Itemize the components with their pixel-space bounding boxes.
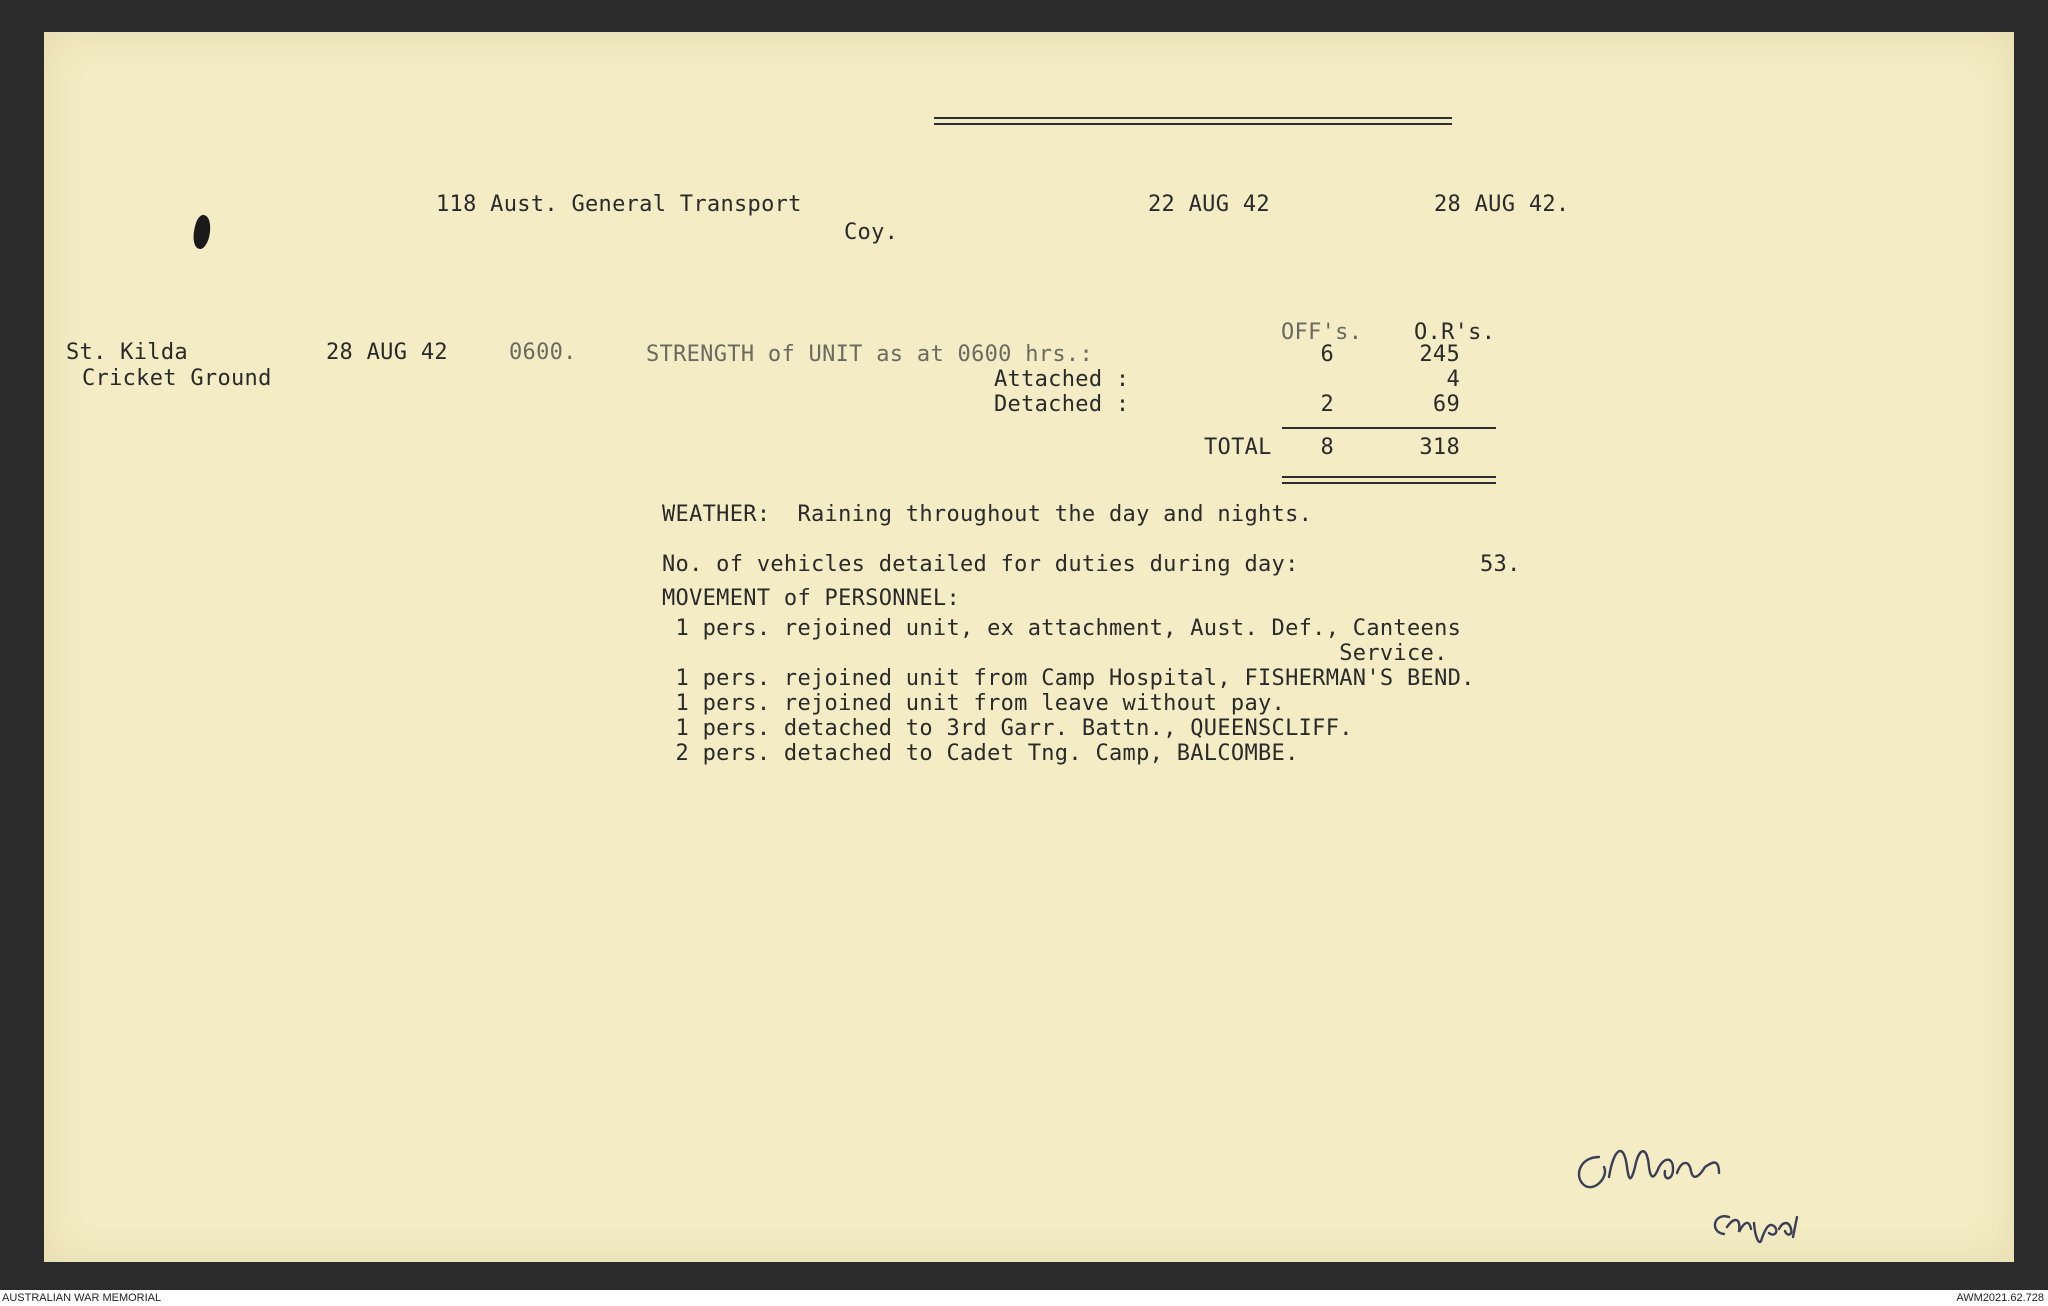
vehicles-value: 53. bbox=[1480, 552, 1521, 577]
movement-line: 1 pers. rejoined unit from Camp Hospital, FISHERMAN'S BEND. bbox=[662, 666, 1475, 691]
movement-line: 1 pers. rejoined unit from leave without pay. bbox=[662, 691, 1286, 716]
detached-label: Detached : bbox=[994, 392, 1130, 417]
subtotal-rule bbox=[1282, 427, 1496, 429]
total-label: TOTAL bbox=[1204, 435, 1272, 460]
movement-line: 1 pers. rejoined unit, ex attachment, Aust. Def., Canteens bbox=[662, 616, 1462, 641]
movement-line: Service. bbox=[662, 641, 1448, 666]
detached-offrs: 2 bbox=[1320, 392, 1334, 417]
entry-date: 28 AUG 42 bbox=[326, 340, 448, 365]
total-double-rule-top bbox=[1282, 476, 1496, 478]
archive-reference: AWM2021.62.728 bbox=[1956, 1292, 2044, 1304]
movement-line: 1 pers. detached to 3rd Garr. Battn., QUEENSCLIFF. bbox=[662, 716, 1353, 741]
vehicles-label: No. of vehicles detailed for duties during day: bbox=[662, 552, 1299, 577]
attached-label: Attached : bbox=[994, 367, 1130, 392]
date-to: 28 AUG 42. bbox=[1434, 192, 1570, 217]
punch-hole bbox=[191, 214, 214, 251]
header-double-rule-top bbox=[934, 117, 1452, 119]
ors-strength: 245 bbox=[1419, 342, 1460, 367]
detached-ors: 69 bbox=[1432, 392, 1460, 417]
place-line2: Cricket Ground bbox=[82, 366, 272, 391]
handwritten-signature bbox=[1569, 1137, 1849, 1247]
strength-heading: STRENGTH of UNIT as at 0600 hrs.: bbox=[646, 342, 1093, 367]
document-page bbox=[44, 32, 2014, 1262]
ors-column-header: O.R's. bbox=[1414, 320, 1496, 345]
weather-line: WEATHER: Raining throughout the day and nights. bbox=[662, 502, 1313, 527]
unit-name-line2: Coy. bbox=[844, 220, 899, 245]
header-double-rule-bottom bbox=[934, 123, 1452, 125]
attached-ors: 4 bbox=[1446, 367, 1460, 392]
total-double-rule-bottom bbox=[1282, 482, 1496, 484]
unit-name-line1: 118 Aust. General Transport bbox=[436, 192, 802, 217]
movement-heading: MOVEMENT of PERSONNEL: bbox=[662, 586, 960, 611]
total-ors: 318 bbox=[1419, 435, 1460, 460]
place-line1: St. Kilda bbox=[66, 340, 188, 365]
entry-time: 0600. bbox=[509, 340, 577, 365]
offrs-column-header: OFF's. bbox=[1281, 320, 1363, 345]
total-offrs: 8 bbox=[1320, 435, 1334, 460]
date-from: 22 AUG 42 bbox=[1148, 192, 1270, 217]
archive-footer bbox=[0, 1290, 2048, 1306]
archive-name: AUSTRALIAN WAR MEMORIAL bbox=[2, 1292, 162, 1304]
offrs-strength: 6 bbox=[1320, 342, 1334, 367]
movement-line: 2 pers. detached to Cadet Tng. Camp, BALCOMBE. bbox=[662, 741, 1299, 766]
